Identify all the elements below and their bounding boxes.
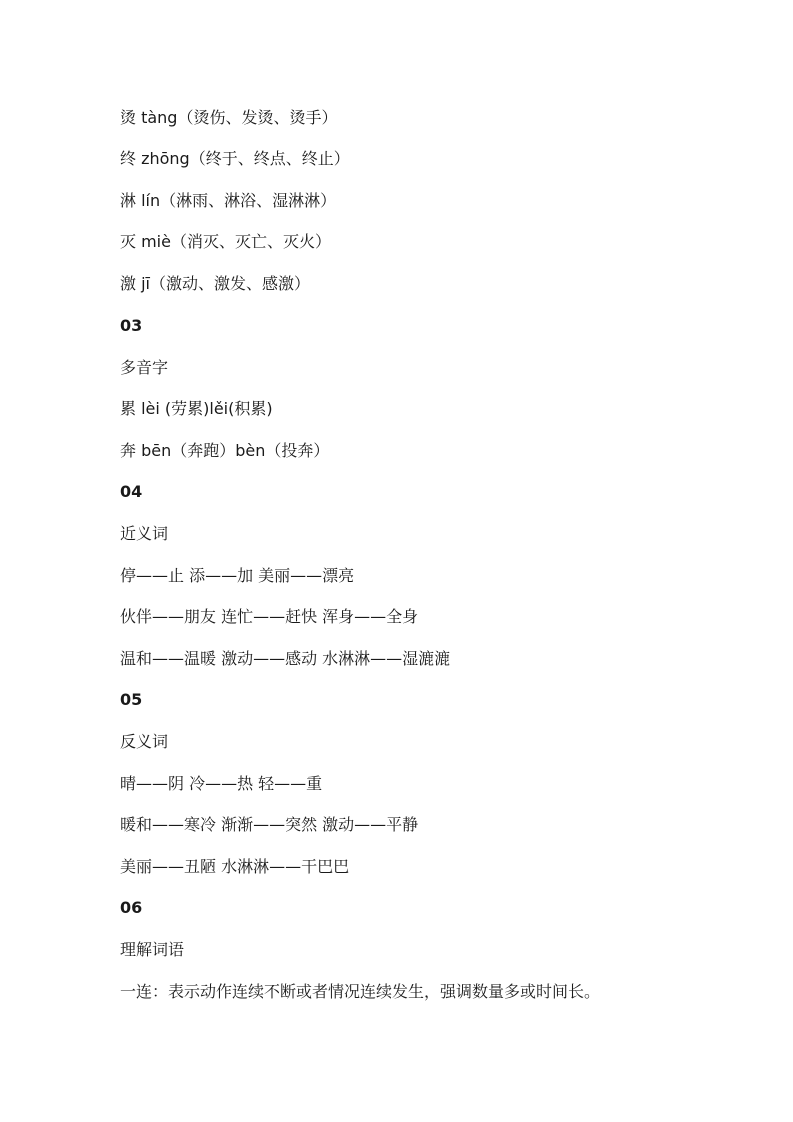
synonyms-row-3: 温和——温暖 激动——感动 水淋淋——湿漉漉 [120,649,451,668]
section-title-polyphonic: 多音字 [120,358,169,377]
char-ji: 激 jī（激动、激发、感激） [120,274,310,293]
section-title-word-meaning: 理解词语 [120,940,185,959]
polyphonic-lei: 累 lèi (劳累)lěi(积累) [120,399,273,418]
section-number-05: 05 [120,690,143,709]
section-number-03: 03 [120,316,143,335]
synonyms-row-1: 停——止 添——加 美丽——漂亮 [120,566,355,585]
char-lin: 淋 lín（淋雨、淋浴、湿淋淋） [120,191,337,210]
antonyms-row-2: 暖和——寒冷 渐渐——突然 激动——平静 [120,815,419,834]
section-number-06: 06 [120,898,143,917]
section-title-synonyms: 近义词 [120,524,169,543]
synonyms-row-2: 伙伴——朋友 连忙——赶快 浑身——全身 [120,607,419,626]
section-title-antonyms: 反义词 [120,732,169,751]
char-zhong: 终 zhōng（终于、终点、终止） [120,149,350,168]
char-mie: 灭 miè（消灭、灭亡、灭火） [120,232,331,251]
char-tang: 烫 tàng（烫伤、发烫、烫手） [120,108,338,127]
polyphonic-ben: 奔 bēn（奔跑）bèn（投奔） [120,441,330,460]
antonyms-row-1: 晴——阴 冷——热 轻——重 [120,774,323,793]
word-meaning-yilian: 一连：表示动作连续不断或者情况连续发生，强调数量多或时间长。 [120,982,601,1001]
antonyms-row-3: 美丽——丑陋 水淋淋——干巴巴 [120,857,350,876]
section-number-04: 04 [120,482,143,501]
